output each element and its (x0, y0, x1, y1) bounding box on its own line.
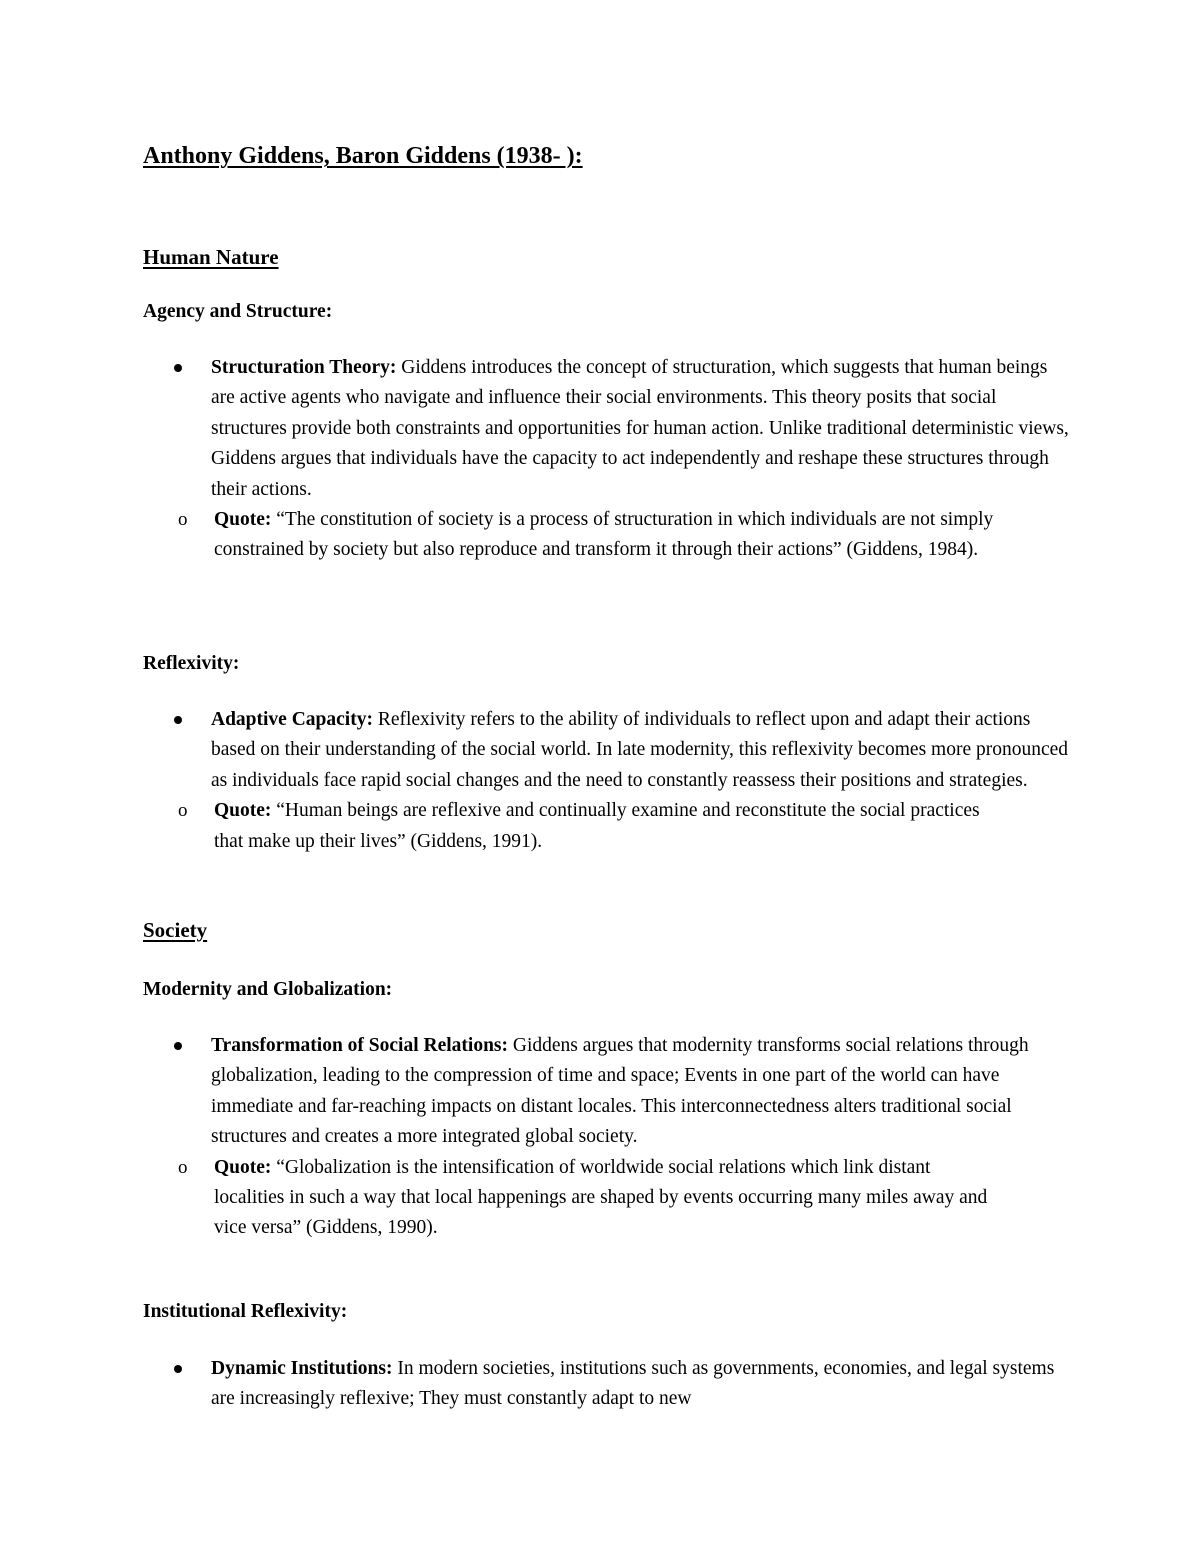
bullet-term: Adaptive Capacity: (211, 709, 373, 730)
quote-item (178, 1153, 1003, 1244)
bullet-description: Reflexivity refers to the ability of individuals to reflect upon and adapt their actions based on their understanding of the social world. In late modernity, this reflexivity becomes more pronounced as individuals face rapid social changes and the need to constantly reassess their positions and strategies. (211, 709, 1069, 791)
quote-text: “The constitution of society is a process of structuration in which individuals are not simply constrained by society but also reproduce and transform it through their actions” (Giddens, 1984). (214, 509, 994, 561)
sub-bullet-circle-icon: o (178, 800, 188, 822)
bullet-dot-icon (174, 1042, 182, 1050)
sub-bullet-circle-icon: o (178, 509, 188, 531)
bullet-structuration-theory (143, 353, 1068, 566)
quote-item (178, 505, 1003, 566)
subheading-agency-and-structure: Agency and Structure: (143, 301, 333, 322)
section-heading-human-nature: Human Nature (143, 245, 279, 269)
bullet-dot-icon (174, 364, 182, 372)
bullet-description: In modern societies, institutions such as governments, economies, and legal systems are increasingly reflexive; They must constantly adapt to new (211, 1358, 1055, 1410)
subheading-reflexivity: Reflexivity: (143, 653, 240, 674)
bullet-dynamic-institutions (143, 1354, 1068, 1415)
quote-item (178, 796, 1003, 857)
bullet-text (211, 705, 1071, 796)
section-heading-society: Society (143, 918, 208, 942)
bullet-text (211, 1031, 1071, 1153)
sub-bullet-circle-icon: o (178, 1156, 188, 1178)
quote-label: Quote: (214, 1156, 272, 1178)
bullet-term: Dynamic Institutions: (211, 1358, 393, 1379)
bullet-transformation-of-social-relations (143, 1031, 1068, 1244)
bullet-text (211, 1354, 1071, 1415)
bullet-dot-icon (174, 1365, 182, 1373)
quote-label: Quote: (214, 800, 272, 822)
document-title: Anthony Giddens, Baron Giddens (1938- ): (143, 143, 583, 169)
bullet-text (211, 353, 1071, 505)
bullet-adaptive-capacity (143, 705, 1068, 857)
bullet-term: Structuration Theory: (211, 357, 397, 378)
quote-text: “Globalization is the intensification of worldwide social relations which link distant localities in such a way that local happenings are shaped by events occurring many miles away and vice versa” (Giddens, 1990). (214, 1156, 988, 1239)
bullet-term: Transformation of Social Relations: (211, 1035, 508, 1056)
bullet-dot-icon (174, 716, 182, 724)
bullet-description: Giddens introduces the concept of structuration, which suggests that human beings are active agents who navigate and influence their social environments. This theory posits that social structures provide both constraints and opportunities for human action. Unlike traditional deterministic views, Giddens argues that individuals have the capacity to act independently and reshape these structures through their actions. (211, 357, 1069, 500)
subheading-modernity-and-globalization: Modernity and Globalization: (143, 979, 393, 1000)
bullet-description: Giddens argues that modernity transforms social relations through globalization, leading to the compression of time and space; Events in one part of the world can have immediate and far-reaching impacts on distant locales. This interconnectedness alters traditional social structures and creates a more integrated global society. (211, 1035, 1029, 1148)
subheading-institutional-reflexivity: Institutional Reflexivity: (143, 1301, 348, 1322)
quote-text: “Human beings are reflexive and continually examine and reconstitute the social practices that make up their lives” (Giddens, 1991). (214, 800, 980, 852)
quote-label: Quote: (214, 509, 272, 531)
